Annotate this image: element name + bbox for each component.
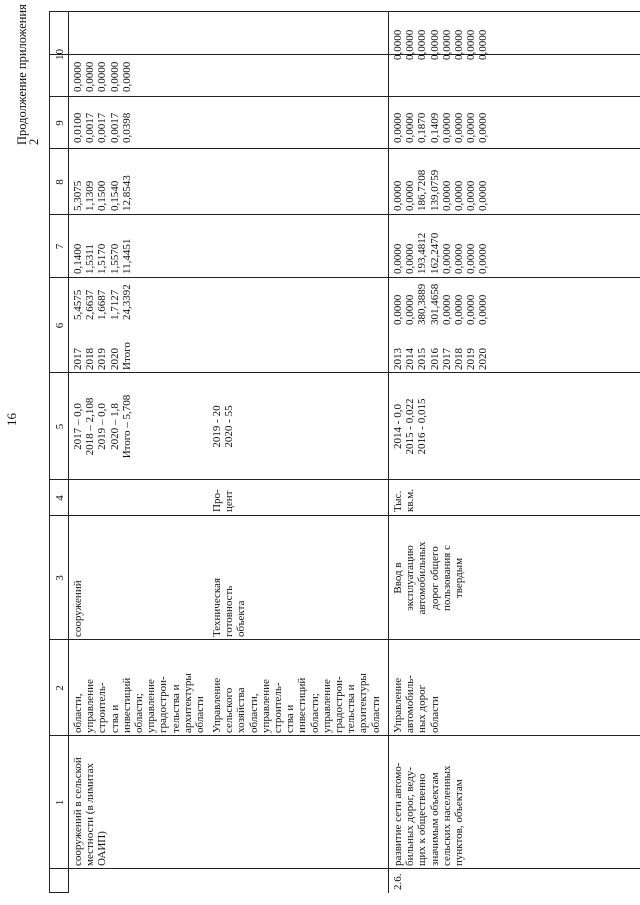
table-left-border <box>49 892 68 893</box>
column-divider <box>49 148 640 149</box>
table-cell: 0,0000 0,0000 0,0000 0,0000 0,0000 0,0000 0,0000 0,0000 <box>392 29 490 60</box>
row-separator <box>388 12 389 893</box>
column-divider <box>49 372 640 373</box>
header-col-4: 4 <box>54 495 66 501</box>
table-cell: Управление сельского хозяйства области, управление строитель- ства и инвестиций области; управление градострои- тельства и архитектуры области <box>211 673 382 733</box>
column-divider <box>49 54 640 55</box>
table-cell: Про- цент <box>211 489 236 512</box>
table-cell: 0,0000 0,0000 186,7208 139,0759 0,0000 0,0000 0,0000 0,0000 <box>392 169 490 211</box>
header-col-7: 7 <box>54 243 66 250</box>
column-divider <box>49 735 640 736</box>
table-cell: Ввод в эксплуатацию автомобильных дорог общего пользования с твердым <box>392 541 466 615</box>
table-cell: 0,0100 0,0017 0,0017 0,0017 0,0398 <box>72 112 133 143</box>
table-cell: 2017 – 0,0 2018 – 2,108 2019 – 0,0 2020 – 1,8 Итого – 5,708 <box>72 394 133 459</box>
header-col-2: 2 <box>54 685 66 691</box>
table-cell: 0,0000 0,0000 0,0000 0,0000 0,0000 <box>72 61 133 92</box>
header-col-10: 10 <box>54 49 66 60</box>
table-cell: 5,3075 1,1309 0,1500 0,1540 12,8543 <box>72 175 133 211</box>
header-col-6: 6 <box>54 322 66 329</box>
column-divider <box>49 479 640 480</box>
table-cell: Управление автомобиль- ных дорог области <box>392 675 441 733</box>
row-number: 2.6. <box>392 873 404 890</box>
table-cell: 2019 - 20 2020 - 55 <box>211 405 236 448</box>
table-cell: 0,0000 0,0000 0,1870 0,1409 0,0000 0,0000 0,0000 0,0000 <box>392 112 490 143</box>
header-col-5: 5 <box>54 423 66 430</box>
table-top-border <box>49 12 50 893</box>
table-cell: 2014 - 0,0 2015 - 0,022 2016 - 0,015 <box>392 398 429 455</box>
header-col-3: 3 <box>54 575 66 581</box>
table-cell: сооружений <box>72 580 84 637</box>
table-cell: 5,4575 2,6637 1,6687 1,7127 24,3392 <box>72 284 133 320</box>
continuation-caption: Продолжение приложения 2 <box>15 4 42 145</box>
table-cell: 0,1400 1,5311 1,5170 1,5570 11,4451 <box>72 238 133 274</box>
column-divider <box>49 868 640 869</box>
table-cell: 0,0000 0,0000 380,3889 301,4658 0,0000 0,0000 0,0000 0,0000 <box>392 283 490 325</box>
header-col-1: 1 <box>54 799 66 806</box>
column-divider <box>49 639 640 640</box>
table-header-bottom-border <box>68 12 69 893</box>
table-cell: Техническая готовность объекта <box>211 577 248 637</box>
column-divider <box>49 214 640 215</box>
table-cell: Тыс. кв.м. <box>392 489 417 512</box>
column-divider <box>49 96 640 97</box>
column-divider <box>49 277 640 278</box>
table-cell: сооружений в сельской местности (в лимитах ОАИП) <box>72 757 109 866</box>
table-right-border <box>49 11 640 12</box>
year-list: 2017 2018 2019 2020 Итого <box>72 342 133 370</box>
column-divider <box>49 515 640 516</box>
table-cell: развитие сети автомо- бильных дорог, веду- щих к общественно значимым объектам сельских населенных пунктов, объектам <box>392 762 466 866</box>
header-col-9: 9 <box>54 120 66 126</box>
header-col-8: 8 <box>54 179 66 185</box>
year-list: 2013 2014 2015 2016 2017 2018 2019 2020 <box>392 348 490 370</box>
table-cell: 0,0000 0,0000 193,4812 162,2470 0,0000 0,0000 0,0000 0,0000 <box>392 232 490 274</box>
page-number: 16 <box>4 413 19 426</box>
table-cell: области, управление строитель- ства и инвестиций области; управление градострои- тельства и архитектуры области <box>72 673 207 733</box>
